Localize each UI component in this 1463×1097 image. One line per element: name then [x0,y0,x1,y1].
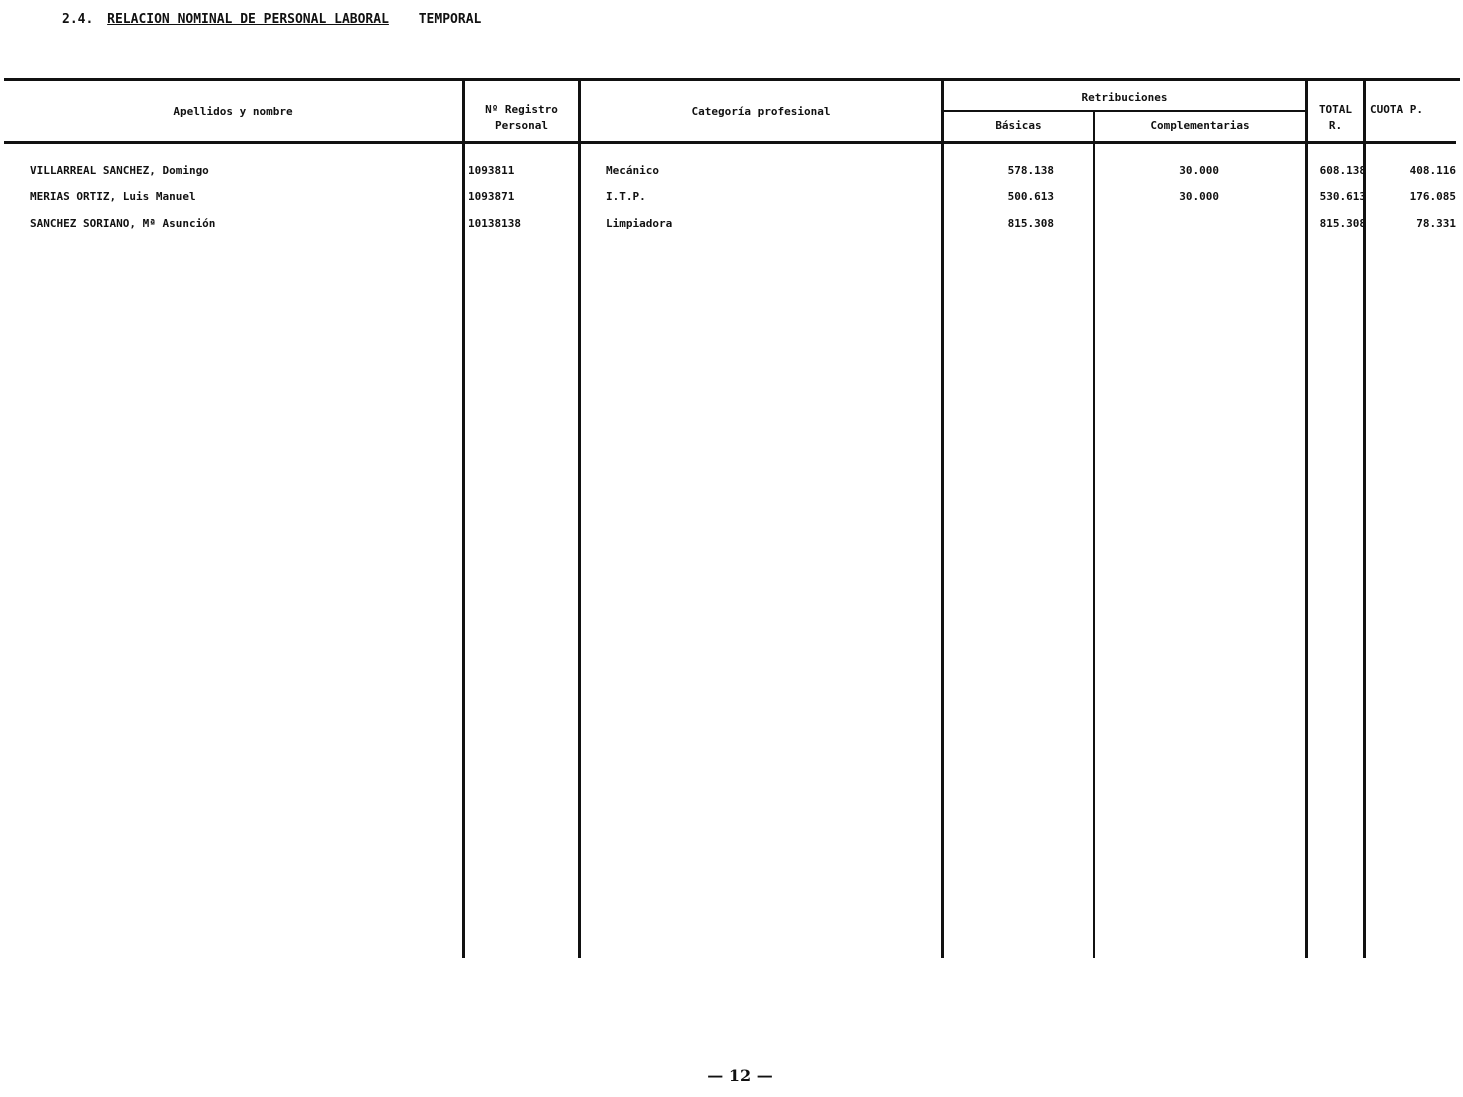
header-registro-line1: Nº Registro [485,103,558,116]
cell-categoria: Mecánico [606,164,659,177]
header-total-line2: R. [1328,119,1343,132]
cell-name: MERIAS ORTIZ, Luis Manuel [30,190,196,203]
cell-cuota: 408.116 [1409,164,1456,177]
header-total [1308,102,1363,134]
table-row [0,189,1463,209]
retribuciones-divider-rule [943,110,1305,112]
header-complementarias: Complementarias [1150,119,1250,132]
table-top-rule [4,78,1460,81]
column-divider [578,80,581,958]
cell-registro: 10138138 [468,217,521,230]
header-bottom-rule [4,141,1456,144]
header-total-line1: TOTAL [1318,103,1353,116]
section-subtitle: TEMPORAL [418,12,482,27]
cell-basicas: 815.308 [1007,217,1054,230]
column-divider [941,80,944,958]
cell-name: VILLARREAL SANCHEZ, Domingo [30,164,209,177]
cell-basicas: 578.138 [1007,164,1054,177]
cell-registro: 1093871 [468,190,515,203]
cell-categoria: I.T.P. [606,190,646,203]
cell-registro: 1093811 [468,164,515,177]
header-name: Apellidos y nombre [173,105,293,118]
header-registro [465,102,578,134]
cell-total: 530.613 [1319,190,1366,203]
section-title: RELACION NOMINAL DE PERSONAL LABORAL [107,12,389,27]
section-number: 2.4. [62,12,94,27]
cell-cuota: 78.331 [1416,217,1456,230]
table-row [0,216,1463,236]
column-divider [1363,80,1366,958]
column-divider [462,80,465,958]
cell-total: 608.138 [1319,164,1366,177]
cell-cuota: 176.085 [1409,190,1456,203]
cell-complementarias: 30.000 [1179,164,1219,177]
header-basicas: Básicas [995,119,1042,132]
column-divider [1093,110,1095,958]
header-categoria: Categoría profesional [691,105,831,118]
document-heading [62,12,481,27]
table-row [0,163,1463,183]
header-retribuciones: Retribuciones [1081,91,1168,104]
page-number: — 12 — [707,1066,773,1085]
cell-complementarias: 30.000 [1179,190,1219,203]
cell-name: SANCHEZ SORIANO, Mª Asunción [30,217,216,230]
cell-basicas: 500.613 [1007,190,1054,203]
cell-categoria: Limpiadora [606,217,673,230]
cell-total: 815.308 [1319,217,1366,230]
header-cuota: CUOTA P. [1370,103,1423,116]
column-divider [1305,80,1308,958]
header-registro-line2: Personal [495,119,548,132]
